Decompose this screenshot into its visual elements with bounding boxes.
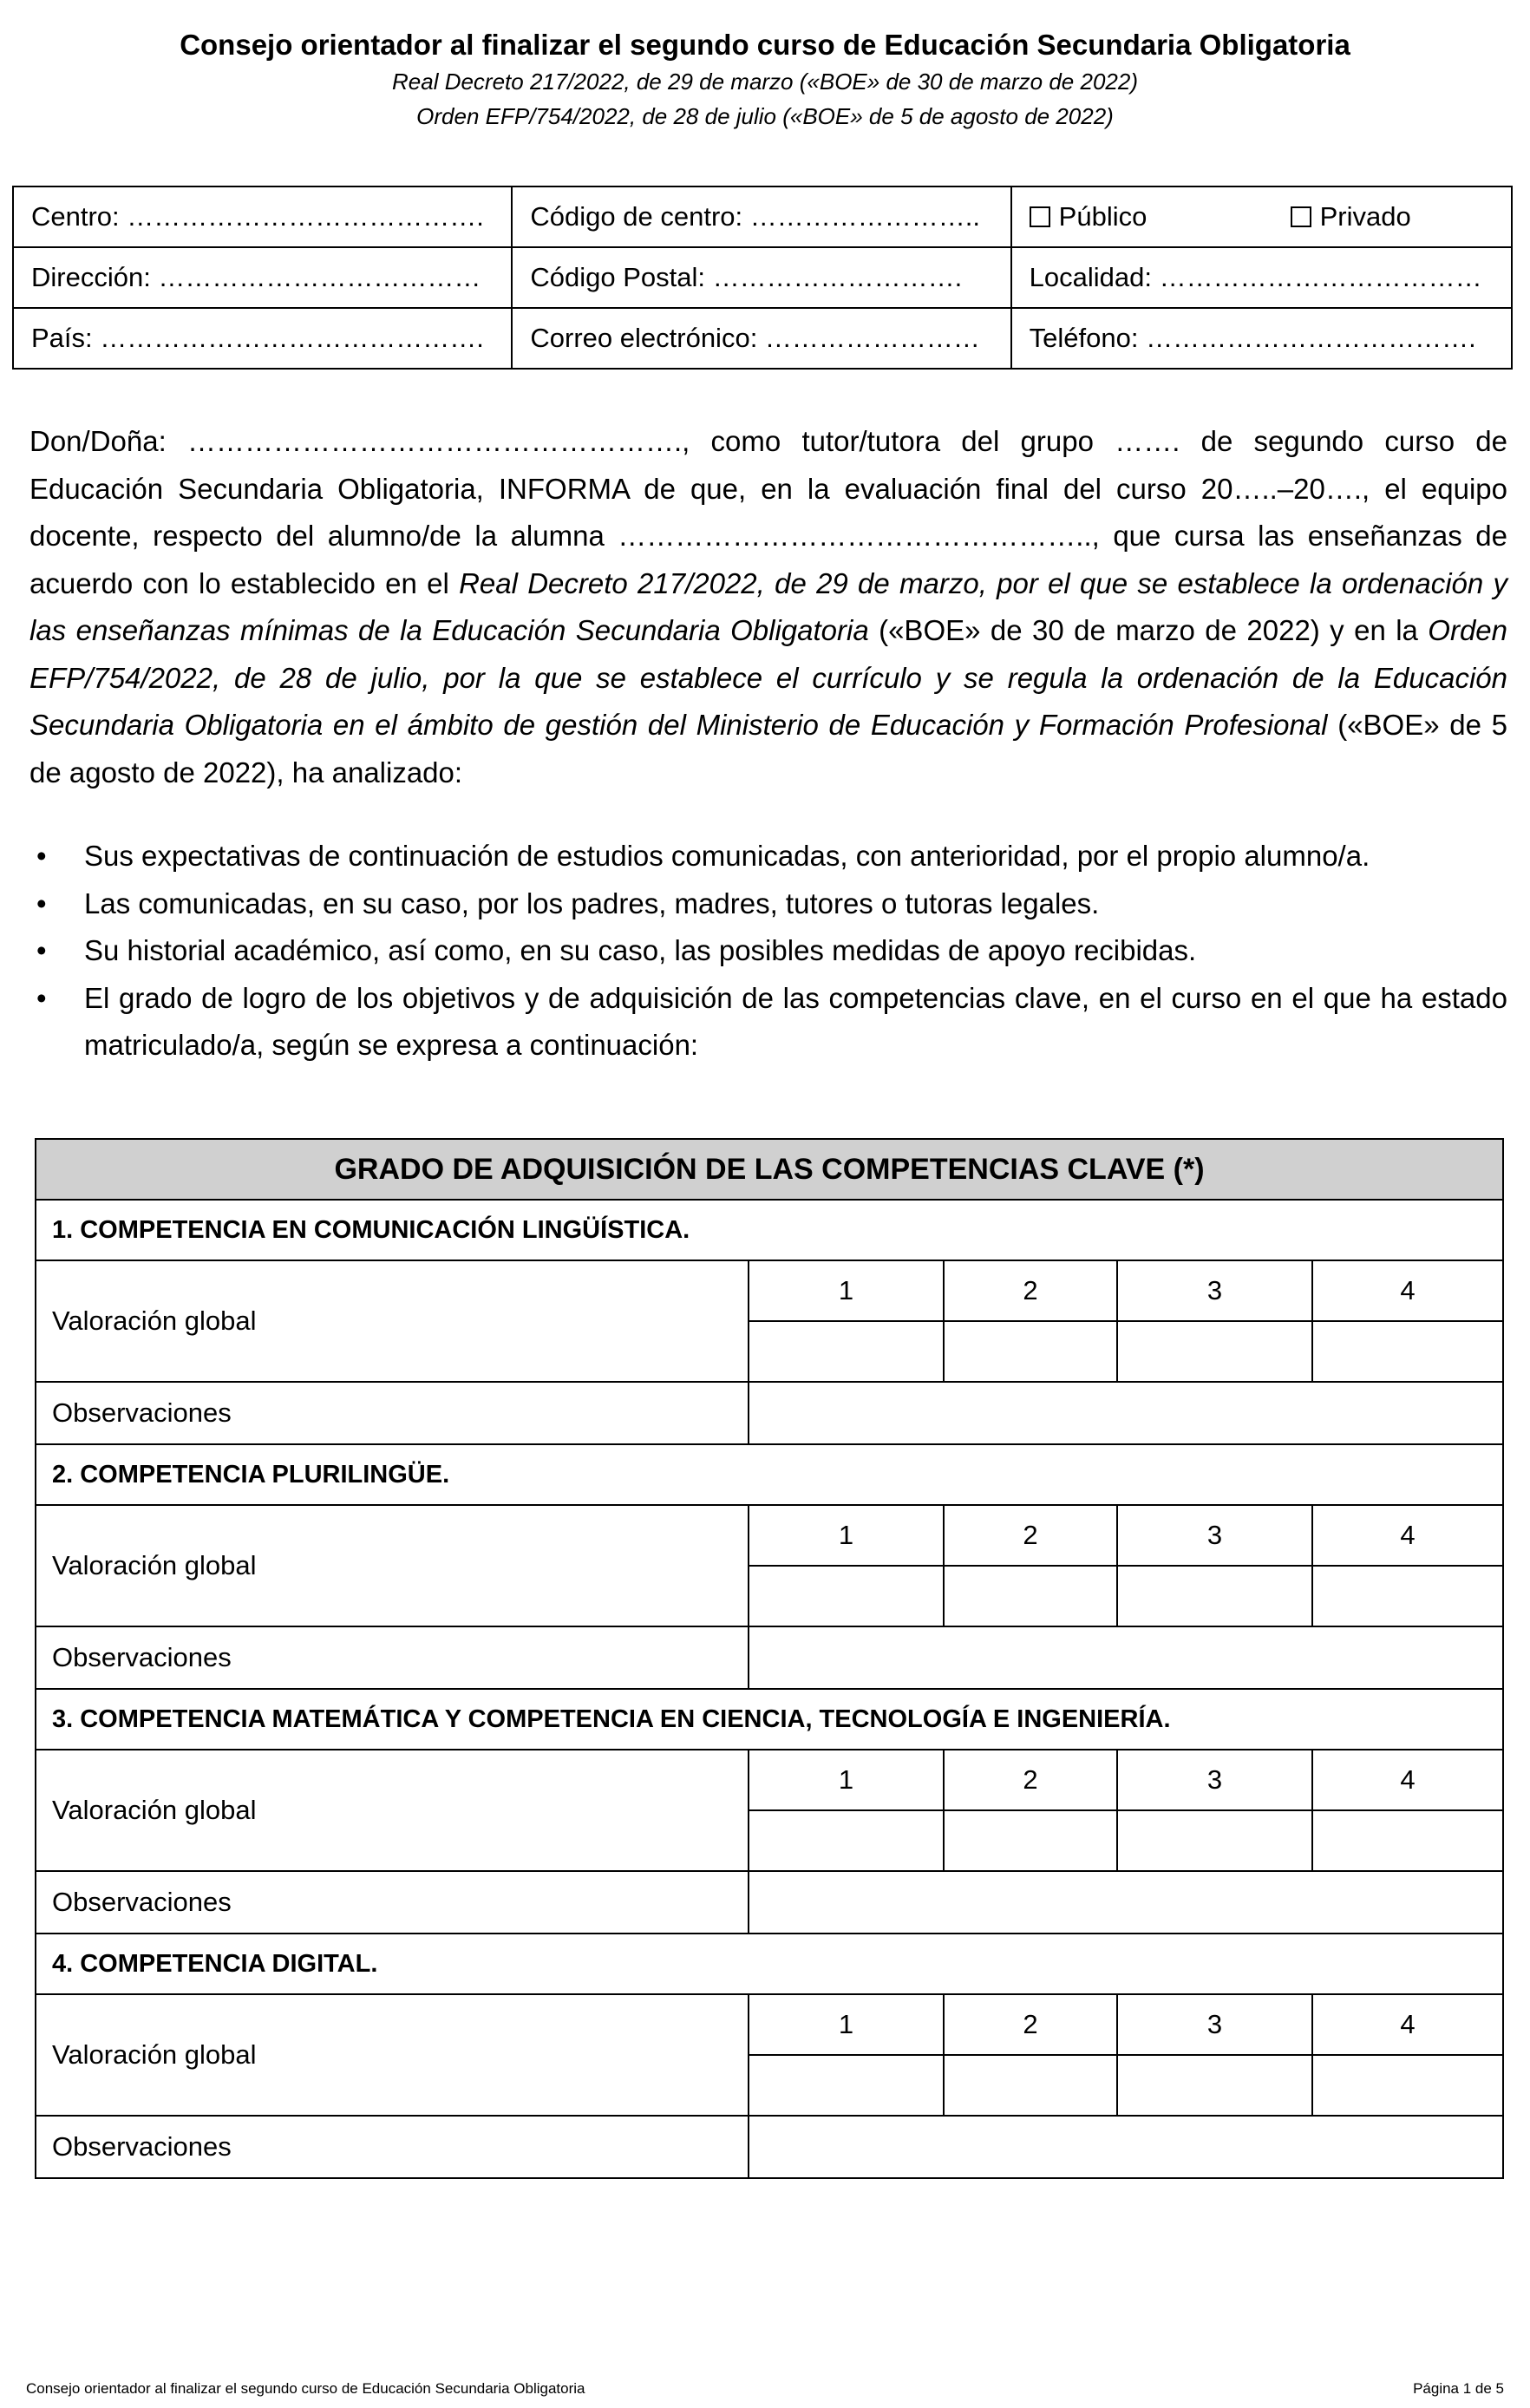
paragraph-order-citation: Orden EFP/754/2022, de 28 de julio, por la que se establece el currículo y se regula la ordenación de la Educación Secundaria Obligatoria en el ámbito de gestión del Ministerio de Educación y Formación Profesional [29, 614, 1507, 741]
scale-value: 3 [1117, 1505, 1312, 1566]
bullet-icon: • [36, 840, 47, 872]
competencias-table-title: GRADO DE ADQUISICIÓN DE LAS COMPETENCIAS CLAVE (*) [36, 1139, 1503, 1200]
bullet-icon: • [36, 934, 47, 966]
valoracion-global-label: Valoración global [36, 1994, 749, 2116]
codigo-centro-field[interactable]: Código de centro: …………………….. [512, 186, 1010, 247]
list-item: • Sus expectativas de continuación de estudios comunicadas, con anterioridad, por el propio alumno/a. [29, 833, 1507, 880]
paragraph-text-3: («BOE» de 5 de agosto de 2022), ha analizado: [29, 709, 1508, 788]
center-info-row [13, 186, 1512, 247]
center-info-row [13, 247, 1512, 308]
observaciones-field[interactable] [749, 1871, 1503, 1934]
scale-value: 3 [1117, 1750, 1312, 1810]
rating-cell[interactable] [749, 1810, 944, 1871]
observaciones-field[interactable] [749, 1626, 1503, 1689]
competencia-heading: 3. COMPETENCIA MATEMÁTICA Y COMPETENCIA EN CIENCIA, TECNOLOGÍA E INGENIERÍA. [36, 1689, 1503, 1750]
competencia-heading: 2. COMPETENCIA PLURILINGÜE. [36, 1444, 1503, 1505]
scale-value: 3 [1117, 1260, 1312, 1321]
valoracion-global-label: Valoración global [36, 1750, 749, 1871]
titularidad-cell [1011, 186, 1512, 247]
bullet-icon: • [36, 981, 47, 1014]
rating-cell[interactable] [944, 2055, 1117, 2116]
publico-label: Público [1058, 201, 1148, 232]
rating-cell[interactable] [944, 1810, 1117, 1871]
document-subtitle-order: Orden EFP/754/2022, de 28 de julio («BOE» de 5 de agosto de 2022) [416, 103, 1114, 129]
footer-page-number: Página 1 de 5 [1413, 2380, 1504, 2397]
rating-cell[interactable] [1312, 1566, 1503, 1626]
direccion-field[interactable]: Dirección: ……………………………… [13, 247, 512, 308]
scale-value: 1 [749, 1505, 944, 1566]
competencias-table [35, 1138, 1504, 2179]
rating-cell[interactable] [1312, 1810, 1503, 1871]
center-info-table [12, 186, 1513, 370]
rating-cell[interactable] [749, 1566, 944, 1626]
scale-value: 2 [944, 1750, 1117, 1810]
scale-value: 4 [1312, 1260, 1503, 1321]
list-item: • Su historial académico, así como, en su caso, las posibles medidas de apoyo recibidas. [29, 927, 1507, 975]
list-item: • Las comunicadas, en su caso, por los padres, madres, tutores o tutoras legales. [29, 880, 1507, 928]
rating-cell[interactable] [749, 1321, 944, 1382]
rating-cell[interactable] [1117, 1810, 1312, 1871]
center-info-row [13, 308, 1512, 369]
scale-value: 1 [749, 1994, 944, 2055]
competencia-heading: 1. COMPETENCIA EN COMUNICACIÓN LINGÜÍSTICA. [36, 1200, 1503, 1260]
observaciones-label: Observaciones [36, 1626, 749, 1689]
document-title: Consejo orientador al finalizar el segundo curso de Educación Secundaria Obligatoria [180, 29, 1350, 61]
telefono-field[interactable]: Teléfono: ………………………………. [1011, 308, 1512, 369]
rating-cell[interactable] [1312, 2055, 1503, 2116]
observaciones-label: Observaciones [36, 1871, 749, 1934]
rating-cell[interactable] [944, 1321, 1117, 1382]
analysis-bullet-list [29, 833, 1507, 1070]
rating-cell[interactable] [1117, 2055, 1312, 2116]
privado-label: Privado [1319, 201, 1411, 232]
rating-cell[interactable] [1117, 1321, 1312, 1382]
privado-checkbox[interactable] [1291, 206, 1311, 227]
observaciones-label: Observaciones [36, 2116, 749, 2178]
centro-field[interactable]: Centro: …………………………………. [13, 186, 512, 247]
scale-value: 4 [1312, 1750, 1503, 1810]
valoracion-global-label: Valoración global [36, 1505, 749, 1626]
informe-paragraph [29, 418, 1507, 796]
rating-cell[interactable] [944, 1566, 1117, 1626]
document-header [0, 26, 1530, 134]
observaciones-field[interactable] [749, 2116, 1503, 2178]
paragraph-text-2: («BOE» de 30 de marzo de 2022) y en la [868, 614, 1429, 646]
scale-value: 4 [1312, 1994, 1503, 2055]
scale-value: 4 [1312, 1505, 1503, 1566]
footer-document-name: Consejo orientador al finalizar el segundo curso de Educación Secundaria Obligatoria [26, 2380, 585, 2397]
rating-cell[interactable] [1312, 1321, 1503, 1382]
scale-value: 2 [944, 1260, 1117, 1321]
paragraph-decree-citation: Real Decreto 217/2022, de 29 de marzo, por el que se establece la ordenación y las enseñanzas mínimas de la Educación Secundaria Obligatoria [29, 566, 1508, 646]
list-item: • El grado de logro de los objetivos y de adquisición de las competencias clave, en el curso en el que ha estado matriculado/a, según se expresa a continuación: [29, 975, 1507, 1070]
scale-value: 2 [944, 1505, 1117, 1566]
scale-value: 2 [944, 1994, 1117, 2055]
publico-checkbox[interactable] [1030, 206, 1050, 227]
scale-value: 1 [749, 1750, 944, 1810]
rating-cell[interactable] [1117, 1566, 1312, 1626]
observaciones-label: Observaciones [36, 1382, 749, 1444]
bullet-icon: • [36, 887, 47, 919]
pais-field[interactable]: País: ……………………………………. [13, 308, 512, 369]
localidad-field[interactable]: Localidad: ……………………………… [1011, 247, 1512, 308]
scale-value: 1 [749, 1260, 944, 1321]
rating-cell[interactable] [749, 2055, 944, 2116]
correo-field[interactable]: Correo electrónico: …………………… [512, 308, 1010, 369]
scale-value: 3 [1117, 1994, 1312, 2055]
codigo-postal-field[interactable]: Código Postal: ………………………. [512, 247, 1010, 308]
paragraph-text-1: Don/Doña: ……………………………………………., como tutor/tutora del grupo ……. de segundo curso de Educación Secundaria Obligatoria, INFORMA de que, en la evaluación final del curso 20…..–20…., el equipo docente, respecto del alumno/de la alumna ………………………………………….., que cursa las enseñanzas de acuerdo con lo establecido en el [29, 425, 1507, 599]
competencia-heading: 4. COMPETENCIA DIGITAL. [36, 1934, 1503, 1994]
observaciones-field[interactable] [749, 1382, 1503, 1444]
document-subtitle-decree: Real Decreto 217/2022, de 29 de marzo («BOE» de 30 de marzo de 2022) [392, 69, 1138, 95]
valoracion-global-label: Valoración global [36, 1260, 749, 1382]
